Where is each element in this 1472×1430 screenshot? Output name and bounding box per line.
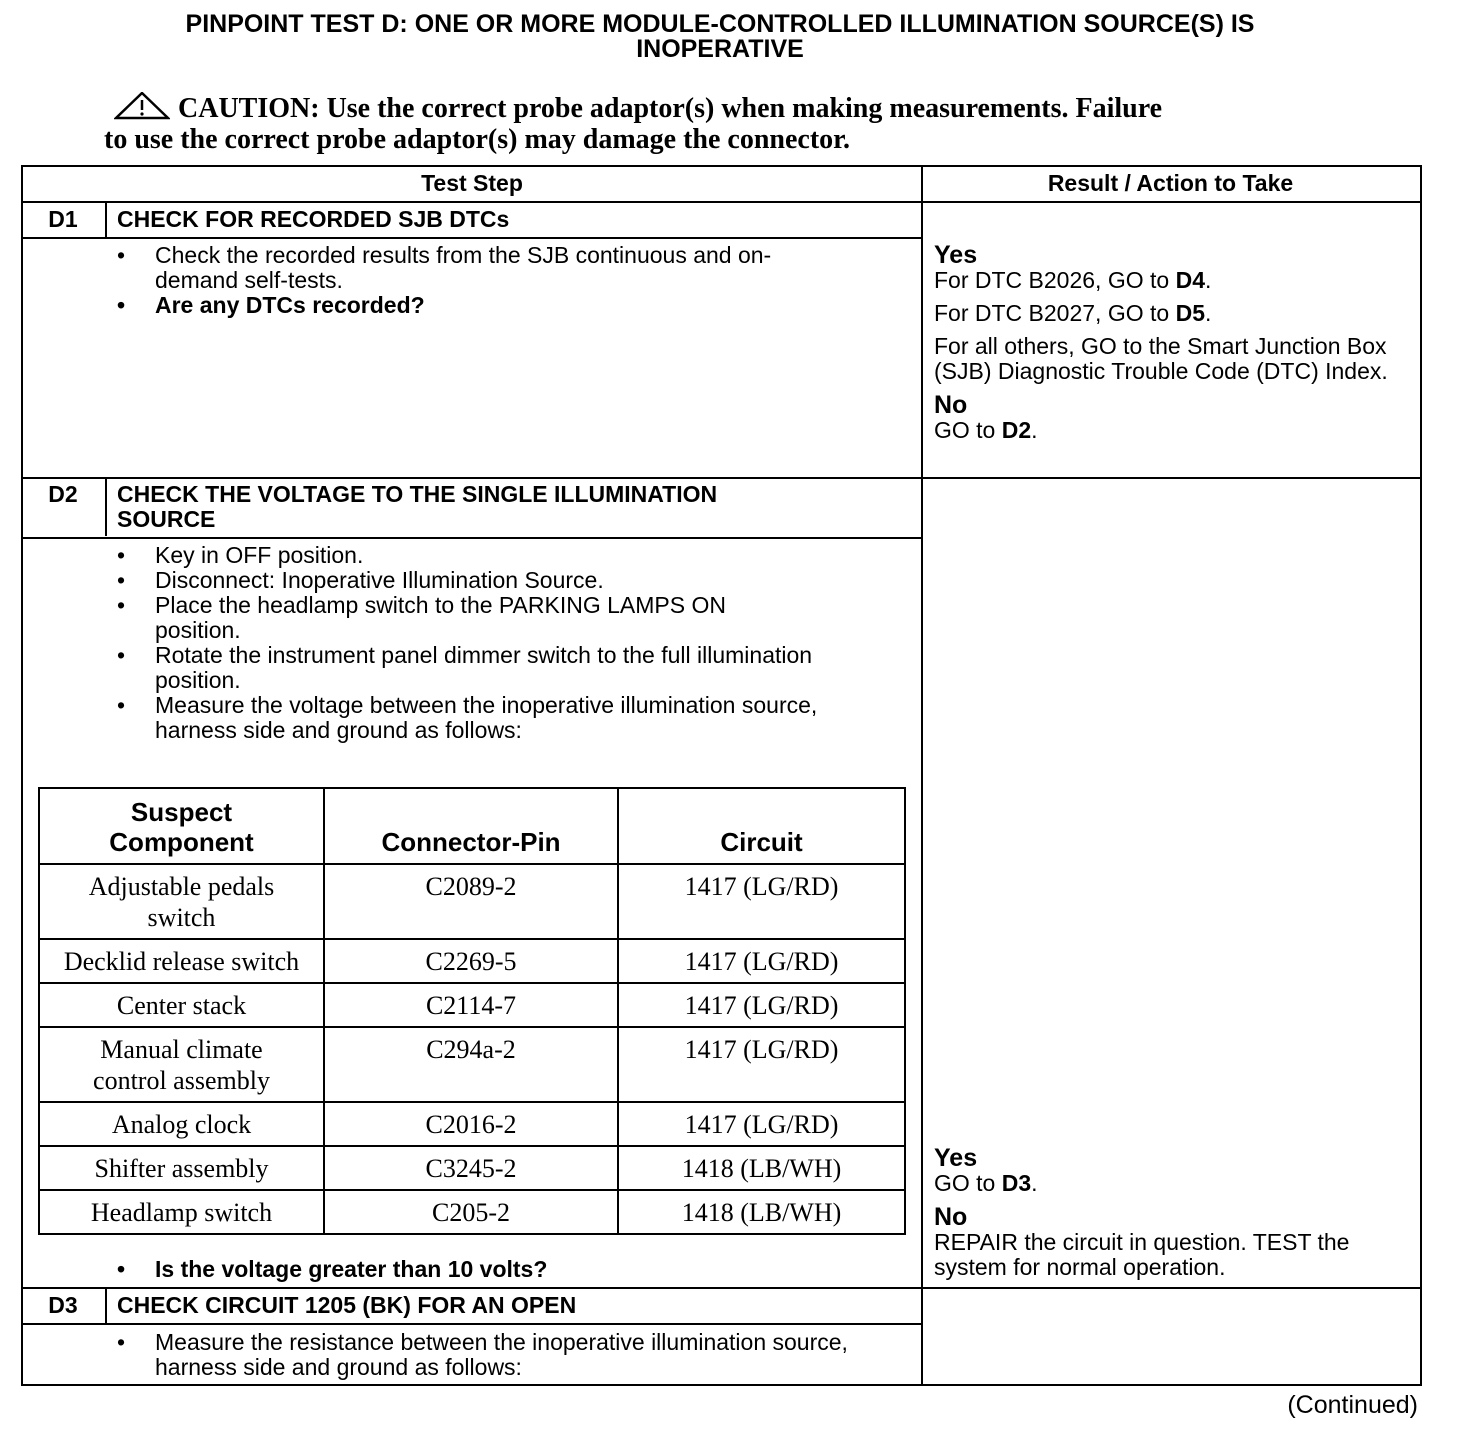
cell-pin: C2089-2 xyxy=(324,864,618,939)
cell-circuit: 1418 (LB/WH) xyxy=(618,1146,905,1190)
d1-yes-line-tail: . xyxy=(1205,267,1212,293)
d1-no-text: GO to xyxy=(934,417,1002,443)
d2-question-list xyxy=(117,1257,897,1282)
page-title xyxy=(0,12,1440,62)
cell-pin: C2016-2 xyxy=(324,1102,618,1146)
cell-pin: C205-2 xyxy=(324,1190,618,1234)
d3-bullet: • Measure the resistance between the inoperative illumination source, harness side and ground as follows: xyxy=(117,1330,857,1380)
d2-bullet: • Key in OFF position. xyxy=(117,543,897,568)
table-row xyxy=(39,1190,905,1234)
caution-notice xyxy=(104,92,1354,155)
warning-triangle-icon xyxy=(114,92,170,120)
d3-id-divider xyxy=(105,1289,107,1323)
col-connector-pin: Connector-Pin xyxy=(324,788,618,864)
d1-result xyxy=(934,242,1416,443)
cell-component: Analog clock xyxy=(39,1102,324,1146)
d1-yes-line-ref: D5 xyxy=(1175,300,1205,326)
d1-no-line xyxy=(934,418,1416,443)
d3-heading-rule xyxy=(23,1323,921,1325)
cell-component: Shifter assembly xyxy=(39,1146,324,1190)
cell-pin: C2114-7 xyxy=(324,983,618,1027)
d2-bullet: • Place the headlamp switch to the PARKING LAMPS ON position. xyxy=(117,593,897,643)
cell-component: Manual climate control assembly xyxy=(39,1027,324,1102)
col-suspect-component-line1: Suspect xyxy=(130,797,233,827)
header-result: Result / Action to Take xyxy=(1047,170,1294,196)
d2-yes-label: Yes xyxy=(934,1144,978,1172)
cell-circuit: 1417 (LG/RD) xyxy=(618,864,905,939)
table-row xyxy=(39,1102,905,1146)
d2-id-divider xyxy=(105,479,107,536)
d1-yes-line-tail: . xyxy=(1205,300,1212,326)
d1-yes-line xyxy=(934,268,1416,293)
component-table-header-row xyxy=(39,788,905,864)
caution-text-line2: to use the correct probe adaptor(s) may damage the connector. xyxy=(104,124,851,155)
d2-heading-rule xyxy=(23,537,921,539)
page-title-line2: INOPERATIVE xyxy=(636,35,804,63)
d1-yes-line-text: For DTC B2027, GO to xyxy=(934,300,1176,326)
cell-circuit: 1418 (LB/WH) xyxy=(618,1190,905,1234)
caution-text-line1: Use the correct probe adaptor(s) when making measurements. Failure xyxy=(326,93,1163,124)
d1-bottom-rule xyxy=(23,477,1420,479)
table-row xyxy=(39,939,905,983)
cell-component: Decklid release switch xyxy=(39,939,324,983)
cell-component: Headlamp switch xyxy=(39,1190,324,1234)
d2-heading-line2: SOURCE xyxy=(117,506,216,532)
cell-pin: C294a-2 xyxy=(324,1027,618,1102)
d1-no-tail: . xyxy=(1031,417,1038,443)
d1-yes-label: Yes xyxy=(934,241,978,269)
d2-heading xyxy=(117,482,907,532)
cell-circuit: 1417 (LG/RD) xyxy=(618,1102,905,1146)
d2-heading-line1: CHECK THE VOLTAGE TO THE SINGLE ILLUMINATION xyxy=(117,481,718,507)
table-row xyxy=(39,983,905,1027)
caution-label: CAUTION: xyxy=(178,93,320,124)
d1-heading: CHECK FOR RECORDED SJB DTCs xyxy=(117,206,510,232)
cell-circuit: 1417 (LG/RD) xyxy=(618,939,905,983)
cell-component: Center stack xyxy=(39,983,324,1027)
d1-bullet-question: • Are any DTCs recorded? xyxy=(117,293,817,318)
header-test-step: Test Step xyxy=(421,170,523,196)
d1-no-label: No xyxy=(934,391,968,419)
continued-label: (Continued) xyxy=(1287,1391,1418,1419)
d2-bullet-question: • Is the voltage greater than 10 volts? xyxy=(117,1257,897,1282)
d1-yes-line xyxy=(934,301,1416,326)
d1-no-ref: D2 xyxy=(1001,417,1032,443)
d2-result xyxy=(934,1145,1416,1280)
d2-bullet: • Rotate the instrument panel dimmer switch to the full illumination position. xyxy=(117,643,897,693)
cell-component: Adjustable pedals switch xyxy=(39,864,324,939)
d2-no-line: REPAIR the circuit in question. TEST the system for normal operation. xyxy=(934,1229,1350,1280)
d1-heading-rule xyxy=(23,237,921,239)
cell-circuit: 1417 (LG/RD) xyxy=(618,1027,905,1102)
cell-pin: C3245-2 xyxy=(324,1146,618,1190)
header-rule xyxy=(23,201,1420,203)
suspect-component-table xyxy=(38,787,906,1235)
d2-yes-tail: . xyxy=(1031,1170,1038,1196)
col-suspect-component-line2: Component xyxy=(109,827,254,857)
d2-bullet: • Measure the voltage between the inoperative illumination source, harness side and ground as follows: xyxy=(117,693,897,743)
cell-circuit: 1417 (LG/RD) xyxy=(618,983,905,1027)
cell-pin: C2269-5 xyxy=(324,939,618,983)
column-divider xyxy=(921,167,923,1384)
col-suspect-component xyxy=(39,788,324,864)
table-row xyxy=(39,864,905,939)
d3-heading: CHECK CIRCUIT 1205 (BK) FOR AN OPEN xyxy=(117,1292,577,1318)
d1-yes-line-text: For DTC B2026, GO to xyxy=(934,267,1176,293)
d1-step-id: D1 xyxy=(48,206,78,232)
d1-bullet: • Check the recorded results from the SJB continuous and on-demand self-tests. xyxy=(117,243,817,293)
table-row xyxy=(39,1146,905,1190)
d2-no-label: No xyxy=(934,1203,968,1231)
d2-yes-text: GO to xyxy=(934,1170,1002,1196)
d2-yes-ref: D3 xyxy=(1001,1170,1032,1196)
d1-bullets xyxy=(117,243,817,318)
d3-step-id: D3 xyxy=(48,1292,78,1318)
table-row xyxy=(39,1027,905,1102)
d1-id-divider xyxy=(105,203,107,237)
d3-bullets xyxy=(117,1330,857,1380)
d2-step-id: D2 xyxy=(48,481,78,507)
col-circuit: Circuit xyxy=(618,788,905,864)
d1-yes-line-ref: D4 xyxy=(1175,267,1205,293)
page-title-line1: PINPOINT TEST D: ONE OR MORE MODULE-CONTROLLED ILLUMINATION SOURCE(S) IS xyxy=(185,10,1255,38)
d2-yes-line xyxy=(934,1171,1416,1196)
d1-yes-line-others: For all others, GO to the Smart Junction Box (SJB) Diagnostic Trouble Code (DTC) Index. xyxy=(934,333,1388,384)
d2-bullet: • Disconnect: Inoperative Illumination Source. xyxy=(117,568,897,593)
d2-bullets xyxy=(117,543,897,743)
d2-bottom-rule xyxy=(23,1287,1420,1289)
